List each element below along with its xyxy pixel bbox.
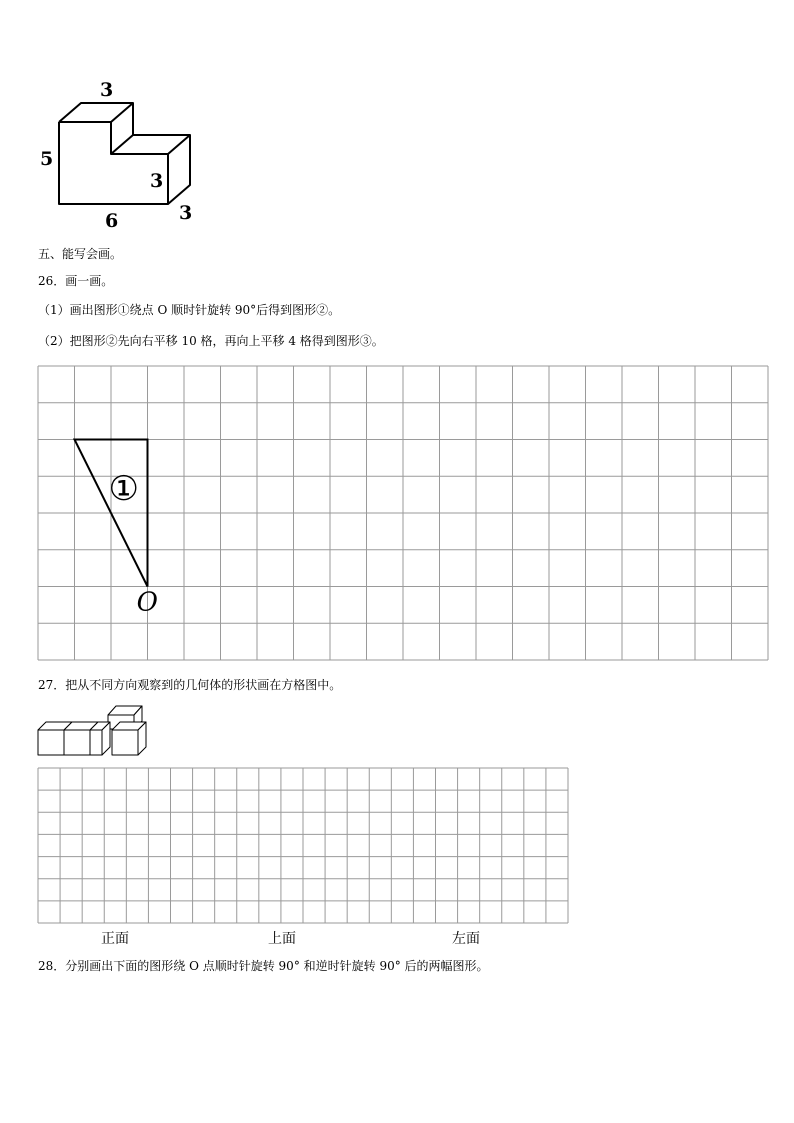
point-o-label: O bbox=[136, 587, 158, 618]
l-shaped-solid-figure bbox=[30, 78, 210, 238]
label-bottom-width: 6 bbox=[105, 210, 119, 232]
label-step-height: 3 bbox=[150, 170, 164, 192]
question-26-part-2: （2）把图形②先向右平移 10 格，再向上平移 4 格得到图形③。 bbox=[38, 334, 384, 348]
caption-front-view: 正面 bbox=[101, 931, 129, 947]
caption-top-view: 上面 bbox=[268, 931, 296, 947]
caption-left-view: 左面 bbox=[452, 931, 480, 947]
question-28-title: 28．分别画出下面的图形绕 O 点顺时针旋转 90° 和逆时针旋转 90° 后的两幅图形。 bbox=[38, 959, 489, 973]
section-title: 五、能写会画。 bbox=[38, 247, 123, 261]
q27-grid-lines bbox=[38, 768, 568, 923]
shape-1-label: ① bbox=[108, 469, 140, 510]
question-26-title: 26．画一画。 bbox=[38, 274, 114, 288]
question-27-title: 27．把从不同方向观察到的几何体的形状画在方格图中。 bbox=[38, 678, 342, 692]
label-top-width: 3 bbox=[100, 79, 114, 101]
cube-stack-figure bbox=[36, 703, 156, 759]
question-26-grid[interactable] bbox=[38, 366, 768, 660]
question-26-part-1: （1）画出图形①绕点 O 顺时针旋转 90°后得到图形②。 bbox=[38, 303, 341, 317]
label-left-height: 5 bbox=[40, 148, 54, 170]
question-27-grid[interactable] bbox=[38, 768, 568, 923]
cube-stack-drawing bbox=[36, 703, 156, 759]
label-depth: 3 bbox=[179, 202, 193, 224]
